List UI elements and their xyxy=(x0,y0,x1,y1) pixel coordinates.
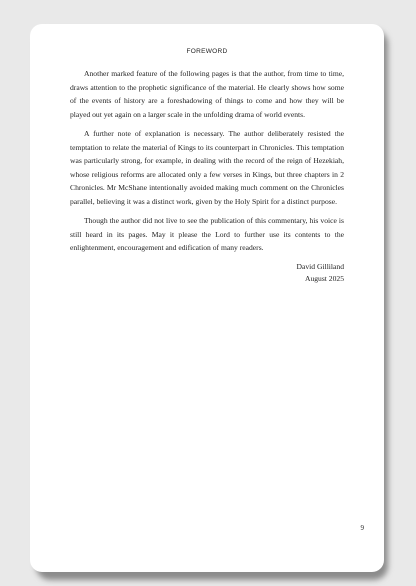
signature-date: August 2025 xyxy=(304,273,344,283)
page-number: 9 xyxy=(360,524,364,532)
book-page xyxy=(30,24,384,572)
running-head: FOREWORD xyxy=(186,48,228,55)
signature-name: David Gilliland xyxy=(296,261,344,271)
paragraph: A further note of explanation is necessary. The author deliberately resisted the temptation to relate the material of Kings to its counterpart in Chronicles. This temptation was particularly strong, for example, in dealing with the record of the reign of Hezekiah, whose religious reforms are allocated only a few verses in Kings, but three chapters in 2 Chronicles. Mr McShane intentionally avoided making much comment on the Chronicles parallel, believing it was a distinct work, given by the Holy Spirit for a distinct purpose. xyxy=(70,129,344,206)
foreword-body xyxy=(70,67,344,255)
paragraph: Though the author did not live to see the publication of this commentary, his voice is still heard in its pages. May it please the Lord to further use its contents to the enlightenment, encouragement and edification of many readers. xyxy=(70,216,344,252)
paragraph: Another marked feature of the following pages is that the author, from time to time, draws attention to the prophetic significance of the material. He clearly shows how some of the events of history are a foreshadowing of things to come and how they will be played out yet again on a larger scale in the unfolding drama of world events. xyxy=(70,69,344,119)
signature-block xyxy=(70,261,344,285)
